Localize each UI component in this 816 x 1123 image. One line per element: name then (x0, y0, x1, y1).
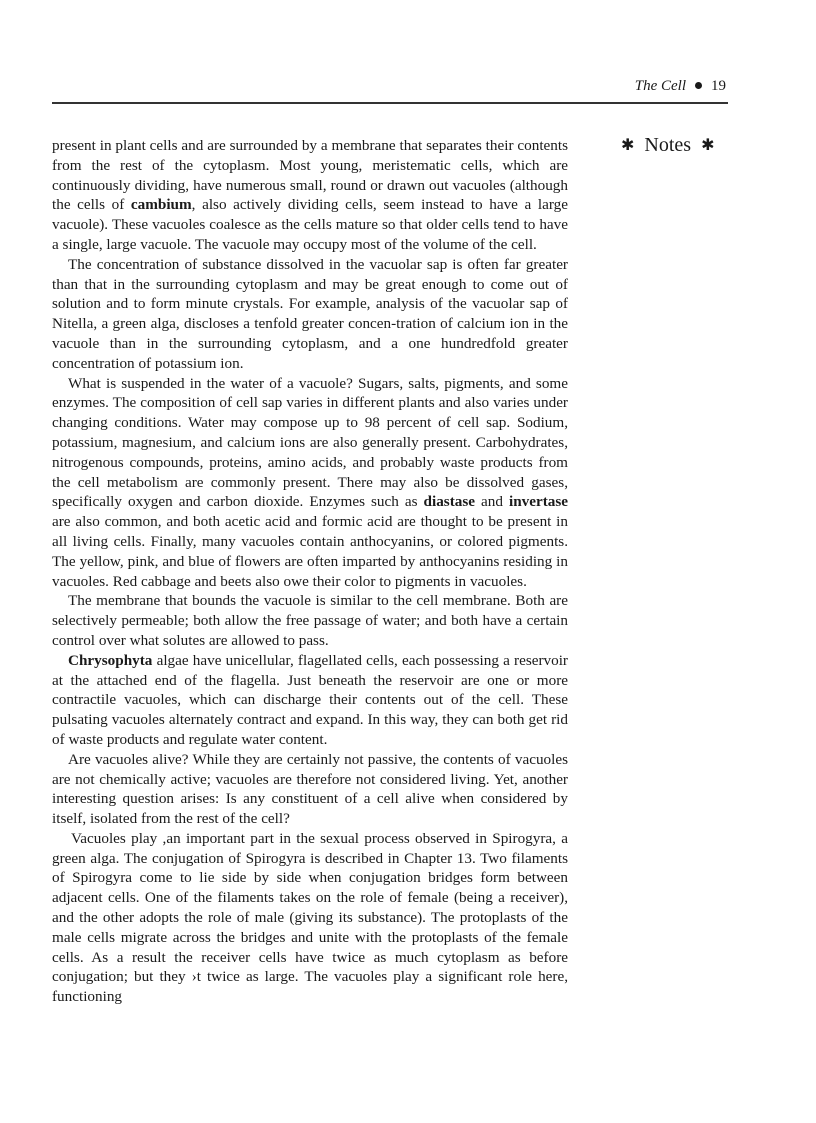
text-run: Are vacuoles alive? While they are certainly not passive, the contents of vacuoles are not chemically active; vacuoles are therefore not considered living. Yet, another interesting question arises: Is any constituent of a cell alive when considered by itself, isolated from the rest of the cell? (52, 750, 568, 828)
paragraph (52, 374, 568, 592)
bold-term: cambium (130, 196, 192, 214)
notes-label: Notes (644, 134, 692, 156)
paragraph (52, 829, 568, 1007)
bold-term: Chrysophyta (68, 651, 153, 669)
text-run: are also common, and both acetic acid and formic acid are thought to be present in all living cells. Finally, many vacuoles contain anthocyanins, or colored pigments. The yellow, pink, and blue of flowers are often imparted by anthocyanins residing in vacuoles. Red cabbage and beets also owe their color to pigments in vacuoles. (52, 513, 568, 590)
text-run: The membrane that bounds the vacuole is similar to the cell membrane. Both are selectively permeable; both allow the free passage of water; and both have a certain control over what solutes are allowed to pass. (52, 592, 568, 649)
paragraph (52, 750, 568, 829)
text-run: The concentration of substance dissolved in the vacuolar sap is often far greater than that in the surrounding cytoplasm and may be great enough to come out of solution and to form minute crystals. For example, analysis of the vacuolar sap of Nitella, a green alga, discloses a tenfold greater concen-tration of calcium ion in the vacuole than in the surrounding cytoplasm, and a one hundredfold greater concentration of potassium ion. (52, 255, 568, 372)
text-run: algae have unicellular, flagellated cells, each possessing a reservoir at the attached end of the flagella. Just beneath the reservoir are one or more contractile vacuoles, which can discharge their contents out of the cell. These pulsating vacuoles alternately contract and expand. In this way, they can both get rid of waste products and regulate water content. (52, 651, 568, 748)
star-icon: ✱ (621, 137, 635, 154)
paragraph (52, 651, 568, 750)
text-run: and (475, 493, 509, 511)
star-icon: ✱ (701, 137, 715, 154)
paragraph (52, 591, 568, 650)
body-text (52, 136, 568, 1007)
notes-heading (611, 133, 724, 158)
paragraph (52, 136, 568, 255)
text-run: Vacuoles play ,an important part in the sexual process observed in Spirogyra, a green alga. The conjugation of Spirogyra is described in Chapter 13. Two filaments of Spirogyra come to lie side by side when conjugation bridges form between adjacent cells. One of the filaments takes on the role of female (being a receiver), and the other adopts the role of male (giving its substance). The protoplasts of the male cells migrate across the bridges and unite with the protoplasts of the female cells. As a result the receiver cells have twice as much cytoplasm as before conjugation; but they ›t twice as large. The vacuoles play a significant role here, functioning (52, 829, 568, 1006)
running-head (635, 77, 726, 95)
bullet-separator (695, 82, 702, 89)
text-run: , also actively dividing cells, seem instead to have a large vacuole). These vacuoles coalesce as the cells mature so that older cells tend to have a single, large vacuole. The vacuole may occupy most of the volume of the cell. (52, 196, 568, 253)
running-head-title: The Cell (634, 78, 686, 94)
bold-term: diastase (423, 493, 476, 511)
header-rule (52, 102, 728, 104)
paragraph (52, 255, 568, 374)
text-run: What is suspended in the water of a vacuole? Sugars, salts, pigments, and some enzymes. The composition of cell sap varies in different plants and also varies under changing conditions. Water may compose up to 98 percent of cell sap. Sodium, potassium, magnesium, and calcium ions are also generally present. Carbohydrates, nitrogenous compounds, proteins, amino acids, and probably waste products from the cell metabolism are commonly present. There may also be dissolved gases, specifically oxygen and carbon dioxide. Enzymes such as (52, 374, 568, 511)
text-run: present in plant cells and are surrounded by a membrane that separates their contents from the rest of the cytoplasm. Most young, meristematic cells, which are continuously dividing, have numerous small, round or drawn out vacuoles (although the cells of (52, 137, 568, 214)
bold-term: invertase (508, 493, 569, 511)
page-number: 19 (711, 78, 726, 94)
